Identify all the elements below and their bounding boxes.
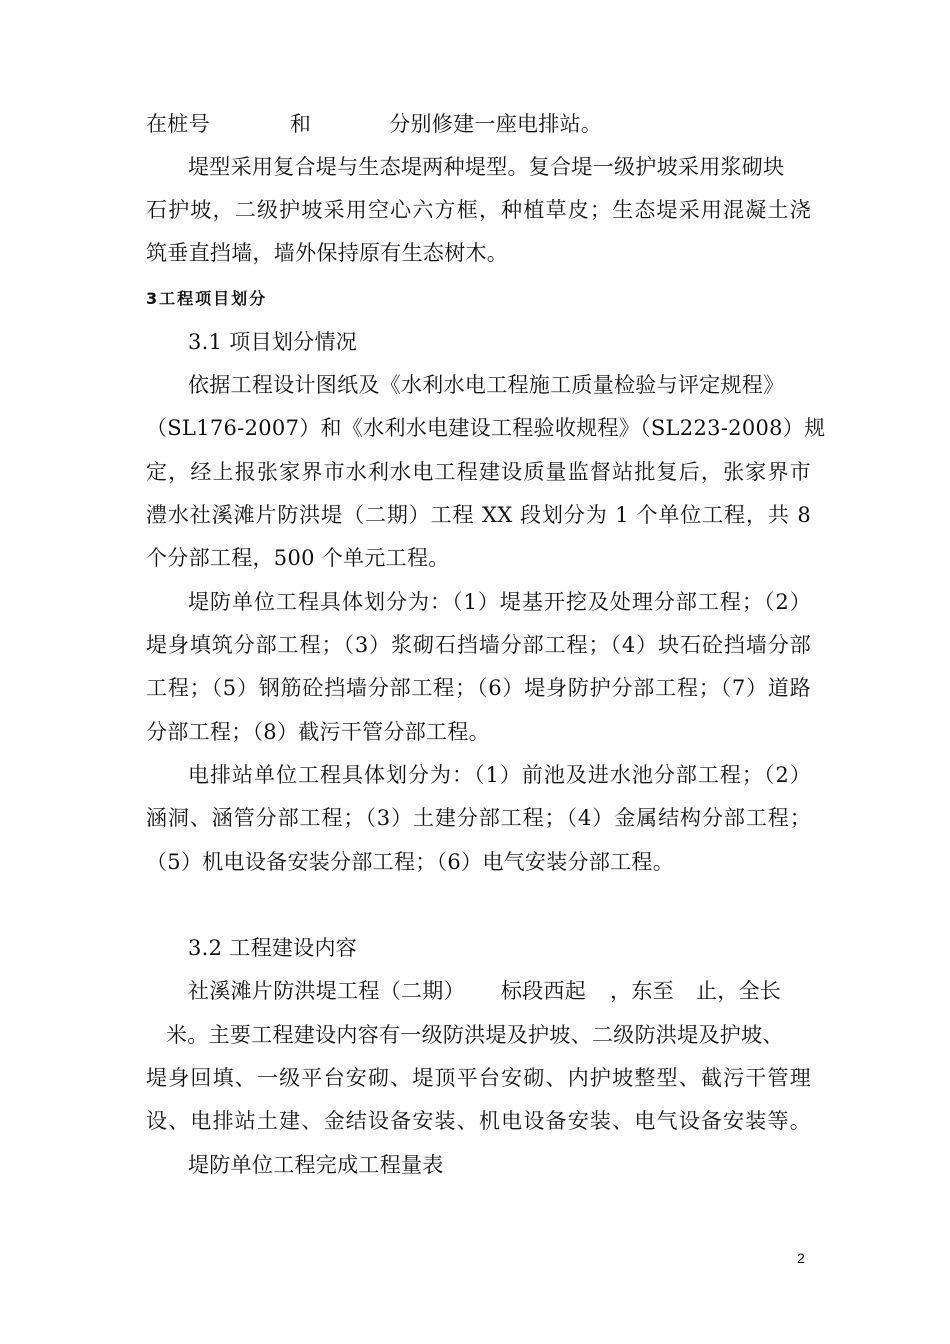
paragraph-line: 工程；（5）钢筋砼挡墙分部工程；（6）堤身防护分部工程；（7）道路 (146, 676, 811, 700)
text-fragment: 标段西起 (500, 979, 587, 1003)
paragraph-line: 堤身回填、一级平台安砌、堤顶平台安砌、内护坡整型、截污干管理 (146, 1066, 811, 1090)
paragraph-line: 设、电排站土建、金结设备安装、机电设备安装、电气设备安装等。 (146, 1109, 811, 1133)
paragraph-line: 电排站单位工程具体划分为：（1）前池及进水池分部工程；（2） (188, 763, 811, 787)
paragraph-line: （SL176-2007）和《水利水电建设工程验收规程》（SL223-2008）规 (146, 416, 826, 440)
text-fragment: 在桩号 (146, 112, 210, 136)
text-fragment: 分别修建一座电排站。 (389, 112, 603, 136)
paragraph-line: 定，经上报张家界市水利水电工程建设质量监督站批复后，张家界市 (146, 460, 811, 484)
paragraph-line: 石护坡，二级护坡采用空心六方框，种植草皮；生态堤采用混凝土浇 (146, 198, 811, 222)
paragraph-line: 米。主要工程建设内容有一级防洪堤及护坡、二级防洪堤及护坡、 (166, 1023, 784, 1047)
paragraph-line: 堤身填筑分部工程；（3）浆砌石挡墙分部工程；（4）块石砼挡墙分部 (146, 633, 811, 657)
paragraph-line (146, 109, 811, 139)
paragraph-line: 澧水社溪滩片防洪堤（二期）工程 XX 段划分为 1 个单位工程，共 8 (146, 503, 811, 527)
paragraph-line: 分部工程；（8）截污干管分部工程。 (146, 720, 490, 744)
paragraph-line: 堤防单位工程具体划分为：（1）堤基开挖及处理分部工程；（2） (188, 590, 811, 614)
text-fragment: ，东至 (610, 979, 675, 1003)
subsection-heading: 3.1 项目划分情况 (188, 330, 358, 354)
subsection-heading: 3.2 工程建设内容 (188, 936, 358, 960)
paragraph-line: 筑垂直挡墙，墙外保持原有生态树木。 (146, 241, 509, 265)
page-number: 2 (797, 1250, 805, 1266)
section-heading: 3工程项目划分 (146, 289, 268, 308)
text-fragment: 和 (289, 112, 312, 136)
paragraph-line: （5）机电设备安装分部工程；（6）电气安装分部工程。 (146, 850, 675, 874)
paragraph-line: 堤型采用复合堤与生态堤两种堤型。复合堤一级护坡采用浆砌块 (188, 155, 785, 179)
text-fragment: 社溪滩片防洪堤工程（二期） (188, 979, 465, 1003)
paragraph-line: 个分部工程，500 个单元工程。 (146, 546, 450, 570)
paragraph-line: 涵洞、涵管分部工程；（3）土建分部工程；（4）金属结构分部工程； (146, 806, 811, 830)
text-fragment: 止，全长 (696, 979, 782, 1003)
paragraph-line: 堤防单位工程完成工程量表 (188, 1153, 444, 1177)
paragraph-line (188, 976, 811, 1006)
paragraph-line: 依据工程设计图纸及《水利水电工程施工质量检验与评定规程》 (188, 373, 785, 397)
